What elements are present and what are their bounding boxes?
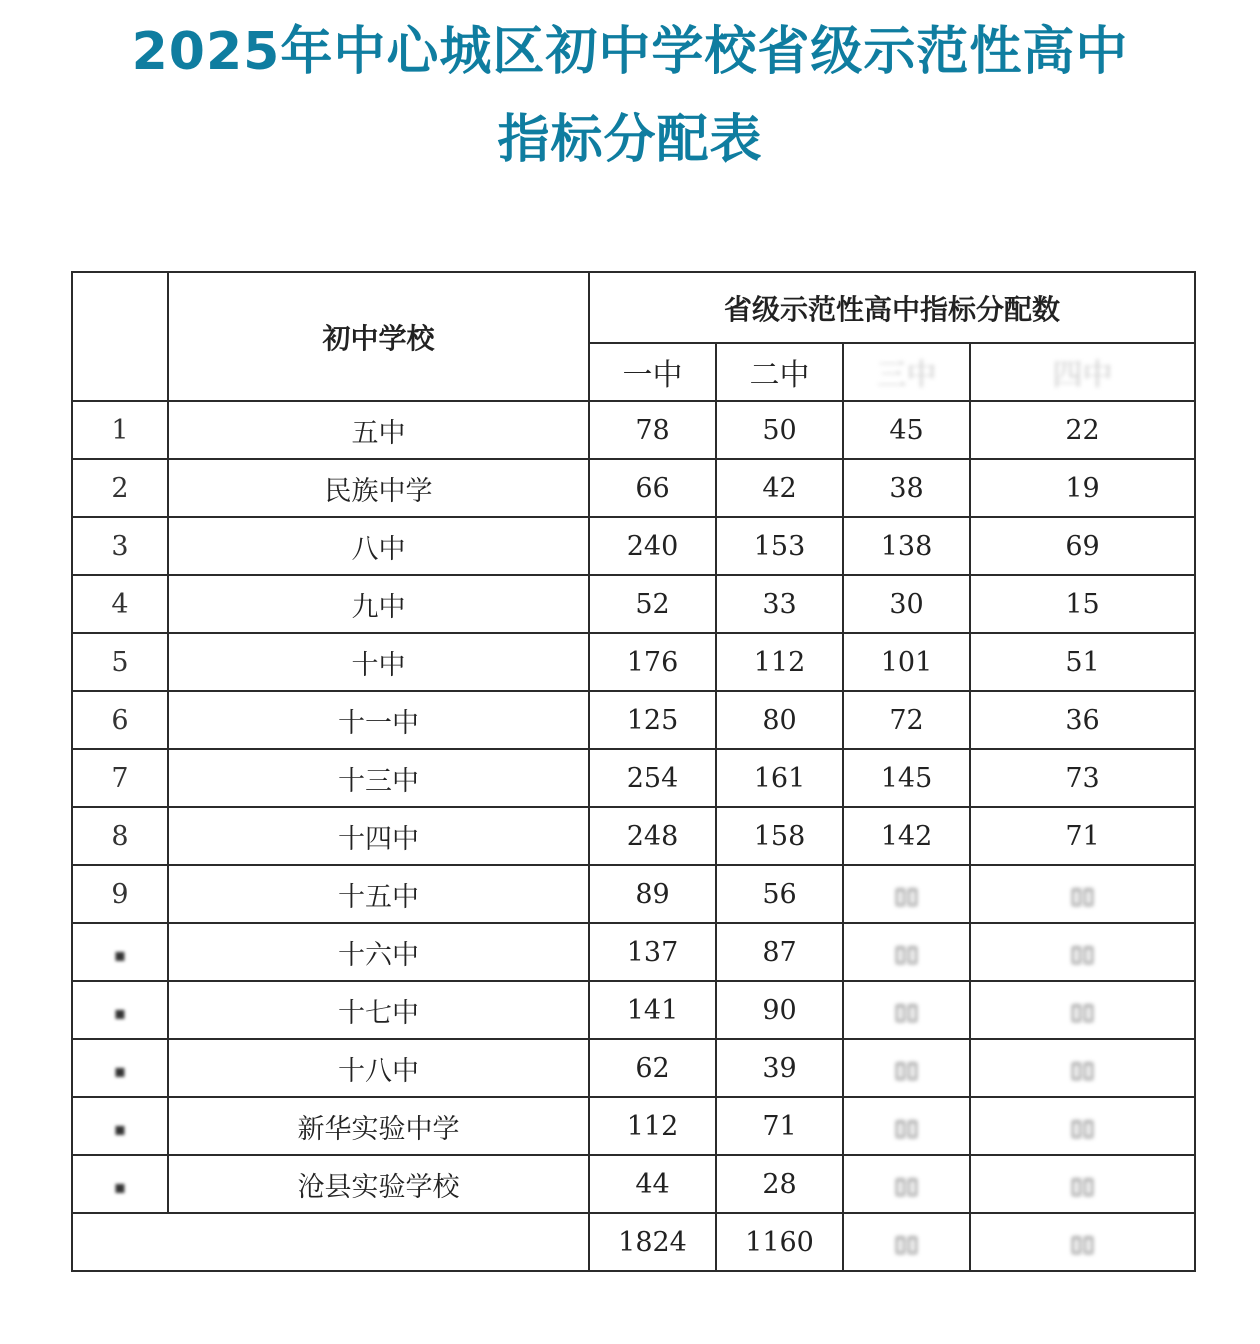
- allocation-cell-col-2: 39: [716, 1039, 843, 1097]
- row-index: ▪: [72, 1097, 168, 1155]
- total-yizhong: 1824: [589, 1213, 716, 1271]
- school-column-header: 初中学校: [168, 272, 589, 401]
- allocation-cell-col-1: 137: [589, 923, 716, 981]
- allocation-cell-col-4: 51: [970, 633, 1195, 691]
- row-index: ▪: [72, 1155, 168, 1213]
- row-index: ▪: [72, 1039, 168, 1097]
- column-header-erzhong: 二中: [716, 343, 843, 401]
- row-index: ▪: [72, 923, 168, 981]
- allocation-cell-col-4: 36: [970, 691, 1195, 749]
- table-row: [72, 633, 1195, 691]
- allocation-cell-col-3: ▯▯: [843, 923, 970, 981]
- school-name: 十中: [168, 633, 589, 691]
- allocation-cell-col-1: 62: [589, 1039, 716, 1097]
- table-row: [72, 749, 1195, 807]
- allocation-cell-col-4: ▯▯: [970, 1039, 1195, 1097]
- allocation-cell-col-1: 240: [589, 517, 716, 575]
- allocation-cell-col-1: 125: [589, 691, 716, 749]
- school-name: 十一中: [168, 691, 589, 749]
- allocation-cell-col-2: 158: [716, 807, 843, 865]
- table-row: [72, 981, 1195, 1039]
- allocation-cell-col-3: 138: [843, 517, 970, 575]
- allocation-cell-col-3: ▯▯: [843, 1155, 970, 1213]
- school-name: 九中: [168, 575, 589, 633]
- page-title-line-2: 指标分配表: [497, 110, 763, 170]
- school-name: 十三中: [168, 749, 589, 807]
- row-index: 2: [72, 459, 168, 517]
- allocation-cell-col-1: 254: [589, 749, 716, 807]
- row-index: 6: [72, 691, 168, 749]
- allocation-group-header: 省级示范性高中指标分配数: [589, 272, 1195, 343]
- allocation-cell-col-3: ▯▯: [843, 865, 970, 923]
- allocation-cell-col-2: 87: [716, 923, 843, 981]
- totals-row: [72, 1213, 1195, 1271]
- table-row: [72, 575, 1195, 633]
- allocation-cell-col-2: 56: [716, 865, 843, 923]
- allocation-cell-col-2: 33: [716, 575, 843, 633]
- allocation-cell-col-3: 72: [843, 691, 970, 749]
- allocation-cell-col-4: ▯▯: [970, 1097, 1195, 1155]
- row-index: 7: [72, 749, 168, 807]
- school-name: 五中: [168, 401, 589, 459]
- allocation-cell-col-1: 78: [589, 401, 716, 459]
- allocation-cell-col-1: 176: [589, 633, 716, 691]
- allocation-cell-col-4: ▯▯: [970, 923, 1195, 981]
- total-sizhong: ▯▯: [970, 1213, 1195, 1271]
- table-row: [72, 1097, 1195, 1155]
- allocation-cell-col-3: 145: [843, 749, 970, 807]
- table-row: [72, 865, 1195, 923]
- table-row: [72, 807, 1195, 865]
- column-header-sanzhong: 三中: [843, 343, 970, 401]
- allocation-cell-col-1: 141: [589, 981, 716, 1039]
- school-name: 十六中: [168, 923, 589, 981]
- allocation-cell-col-4: 19: [970, 459, 1195, 517]
- allocation-cell-col-3: 38: [843, 459, 970, 517]
- allocation-cell-col-1: 112: [589, 1097, 716, 1155]
- school-name: 十四中: [168, 807, 589, 865]
- allocation-cell-col-2: 153: [716, 517, 843, 575]
- row-index: 4: [72, 575, 168, 633]
- index-header-cell: [72, 272, 168, 401]
- school-name: 新华实验中学: [168, 1097, 589, 1155]
- allocation-cell-col-1: 52: [589, 575, 716, 633]
- allocation-cell-col-2: 112: [716, 633, 843, 691]
- allocation-cell-col-2: 80: [716, 691, 843, 749]
- allocation-cell-col-3: 142: [843, 807, 970, 865]
- row-index: 8: [72, 807, 168, 865]
- row-index: 9: [72, 865, 168, 923]
- row-index: 3: [72, 517, 168, 575]
- row-index: 5: [72, 633, 168, 691]
- column-header-yizhong: 一中: [589, 343, 716, 401]
- allocation-cell-col-2: 71: [716, 1097, 843, 1155]
- allocation-cell-col-1: 89: [589, 865, 716, 923]
- table-row: [72, 923, 1195, 981]
- table-row: [72, 459, 1195, 517]
- school-name: 十八中: [168, 1039, 589, 1097]
- allocation-cell-col-3: ▯▯: [843, 1039, 970, 1097]
- row-index: ▪: [72, 981, 168, 1039]
- school-name: 十七中: [168, 981, 589, 1039]
- total-sanzhong: ▯▯: [843, 1213, 970, 1271]
- allocation-cell-col-1: 66: [589, 459, 716, 517]
- allocation-cell-col-4: ▯▯: [970, 1155, 1195, 1213]
- page-title-line-1: 2025年中心城区初中学校省级示范性高中: [131, 22, 1129, 82]
- allocation-table: [71, 271, 1196, 1272]
- allocation-cell-col-2: 42: [716, 459, 843, 517]
- totals-label-cell: [72, 1213, 589, 1271]
- school-name: 十五中: [168, 865, 589, 923]
- table-row: [72, 401, 1195, 459]
- allocation-cell-col-3: 101: [843, 633, 970, 691]
- total-erzhong: 1160: [716, 1213, 843, 1271]
- allocation-cell-col-4: 69: [970, 517, 1195, 575]
- table-body: [72, 401, 1195, 1213]
- school-name: 民族中学: [168, 459, 589, 517]
- allocation-cell-col-1: 44: [589, 1155, 716, 1213]
- row-index: 1: [72, 401, 168, 459]
- allocation-cell-col-4: ▯▯: [970, 981, 1195, 1039]
- allocation-cell-col-3: ▯▯: [843, 1097, 970, 1155]
- school-name: 八中: [168, 517, 589, 575]
- allocation-cell-col-4: 22: [970, 401, 1195, 459]
- table-row: [72, 1155, 1195, 1213]
- allocation-cell-col-1: 248: [589, 807, 716, 865]
- table-row: [72, 1039, 1195, 1097]
- allocation-cell-col-3: ▯▯: [843, 981, 970, 1039]
- allocation-cell-col-4: ▯▯: [970, 865, 1195, 923]
- allocation-cell-col-4: 71: [970, 807, 1195, 865]
- allocation-cell-col-2: 161: [716, 749, 843, 807]
- allocation-cell-col-4: 15: [970, 575, 1195, 633]
- allocation-cell-col-2: 50: [716, 401, 843, 459]
- allocation-cell-col-2: 28: [716, 1155, 843, 1213]
- allocation-cell-col-3: 30: [843, 575, 970, 633]
- allocation-cell-col-2: 90: [716, 981, 843, 1039]
- school-name: 沧县实验学校: [168, 1155, 589, 1213]
- column-header-sizhong: 四中: [970, 343, 1195, 401]
- allocation-cell-col-4: 73: [970, 749, 1195, 807]
- table-row: [72, 517, 1195, 575]
- allocation-cell-col-3: 45: [843, 401, 970, 459]
- table-row: [72, 691, 1195, 749]
